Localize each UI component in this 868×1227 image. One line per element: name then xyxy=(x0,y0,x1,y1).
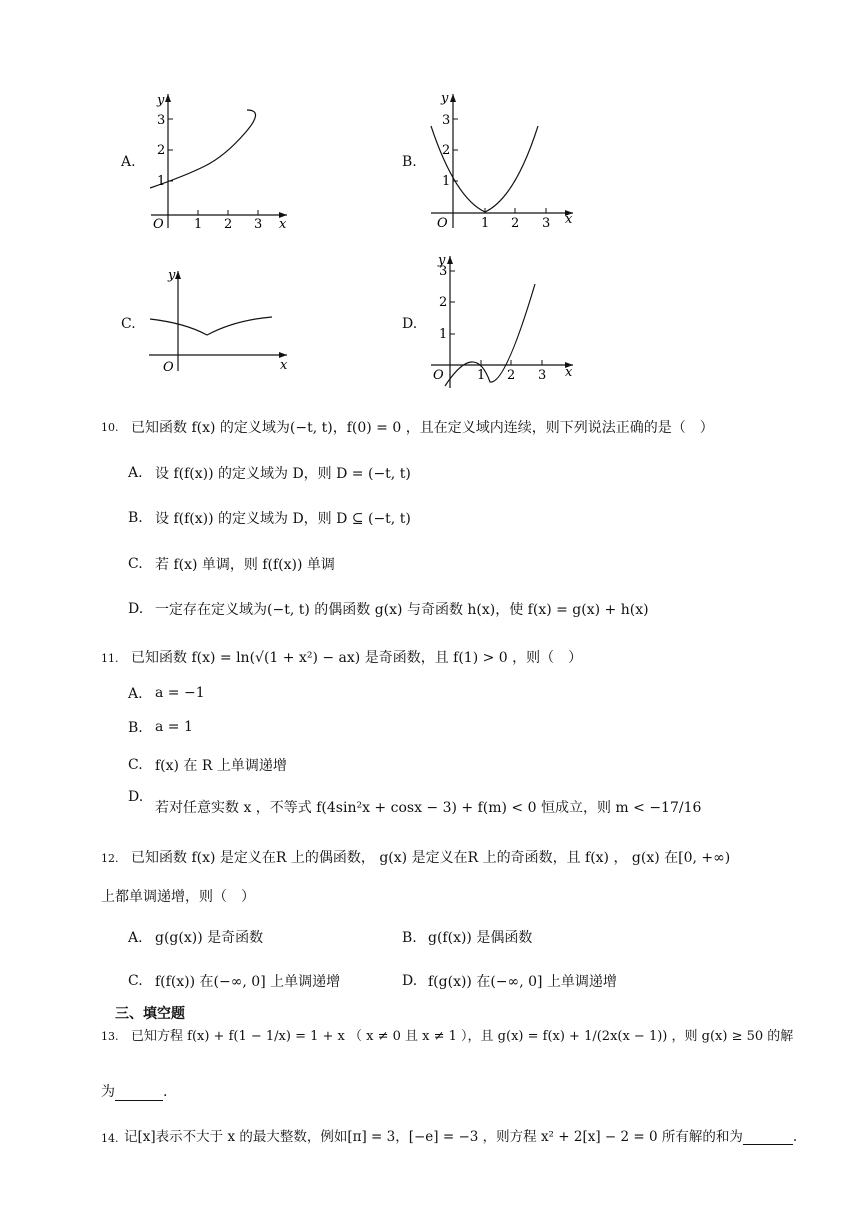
graph-a-origin: O xyxy=(153,217,164,232)
graph-b-label: B. xyxy=(402,154,417,170)
graph-a-tick-y2: 2 xyxy=(157,143,166,158)
graph-d-tick-y1: 1 xyxy=(439,327,448,342)
q11-option-d-label: D. xyxy=(128,789,144,805)
graph-d-origin: O xyxy=(433,368,444,383)
graph-c-label: C. xyxy=(121,316,136,332)
graph-b-tick-y3: 3 xyxy=(442,113,451,128)
graph-d-tick-x1: 1 xyxy=(477,368,486,383)
section-title-fill-blank: 三、填空题 xyxy=(115,1006,185,1022)
q10-option-a[interactable]: 设 f(f(x)) 的定义域为 D，则 D = (−t, t) xyxy=(155,466,411,482)
q12-option-c[interactable]: f(f(x)) 在(−∞, 0] 上单调递增 xyxy=(155,974,341,990)
q12-option-a-label: A. xyxy=(128,930,143,946)
graph-a-tick-x1: 1 xyxy=(194,217,203,232)
q12-option-b[interactable]: g(f(x)) 是偶函数 xyxy=(428,930,533,946)
q11-number: 11. xyxy=(101,652,119,665)
q12-option-a[interactable]: g(g(x)) 是奇函数 xyxy=(155,930,264,946)
q10-option-d-label: D. xyxy=(128,601,144,617)
q11-option-b-label: B. xyxy=(128,720,143,736)
graph-a xyxy=(145,88,295,233)
q12-option-d[interactable]: f(g(x)) 在(−∞, 0] 上单调递增 xyxy=(428,974,617,990)
graph-b-tick-y1: 1 xyxy=(442,174,451,189)
q11-stem: 已知函数 f(x) = ln(√(1 + x²) − ax) 是奇函数，且 f(1) > 0 ，则（ ） xyxy=(131,650,583,666)
q12-option-b-label: B. xyxy=(402,930,417,946)
graph-a-tick-y1: 1 xyxy=(157,174,166,189)
q14-row xyxy=(124,1125,797,1145)
graph-b-tick-y2: 2 xyxy=(442,143,451,158)
graph-a-axis-y: y xyxy=(157,93,165,108)
q10-option-c[interactable]: 若 f(x) 单调，则 f(f(x)) 单调 xyxy=(155,557,335,573)
q13-number: 13. xyxy=(101,1030,119,1043)
q14-answer-end: . xyxy=(792,1129,798,1145)
graph-d-axis-x: x xyxy=(565,365,573,380)
q12-stem-line1: 已知函数 f(x) 是定义在R 上的偶函数， g(x) 是定义在R 上的奇函数，且 f(x) ， g(x) 在[0, +∞) xyxy=(131,850,731,866)
graph-a-tick-x2: 2 xyxy=(224,217,233,232)
q11-option-d[interactable]: 若对任意实数 x ，不等式 f(4sin²x + cosx − 3) + f(m) < 0 恒成立，则 m < −17/16 xyxy=(155,800,702,816)
graph-b-axis-y: y xyxy=(441,91,449,106)
graph-b-tick-x1: 1 xyxy=(481,216,490,231)
q11-option-a-label: A. xyxy=(128,686,143,702)
graph-b-tick-x3: 3 xyxy=(542,216,551,231)
graph-d-tick-x3: 3 xyxy=(538,368,547,383)
graph-d-tick-y2: 2 xyxy=(439,295,448,310)
graph-b-axis-x: x xyxy=(565,212,573,227)
graph-a-tick-x3: 3 xyxy=(254,217,263,232)
q11-option-a[interactable]: a = −1 xyxy=(155,685,205,701)
graph-c-origin: O xyxy=(163,360,174,375)
graph-b-tick-x2: 2 xyxy=(511,216,520,231)
q10-option-d[interactable]: 一定存在定义域为(−t, t) 的偶函数 g(x) 与奇函数 h(x)，使 f(x) = g(x) + h(x) xyxy=(155,602,649,618)
q13-answer-prefix: 为 xyxy=(101,1084,115,1100)
graph-c xyxy=(145,265,295,375)
graph-a-label: A. xyxy=(121,154,136,170)
q10-number: 10. xyxy=(101,421,119,434)
q14-answer-blank[interactable] xyxy=(743,1130,793,1145)
q13-answer-end: . xyxy=(163,1084,168,1100)
graph-a-tick-y3: 3 xyxy=(157,113,166,128)
q12-option-d-label: D. xyxy=(402,973,418,989)
q10-option-a-label: A. xyxy=(128,465,143,481)
q13-answer-blank[interactable] xyxy=(115,1086,163,1101)
q10-option-b-label: B. xyxy=(128,510,143,526)
q14-text: 记[x]表示不大于 x 的最大整数，例如[π] = 3，[−e] = −3 ，则方程 x² + 2[x] − 2 = 0 所有解的和为 xyxy=(124,1129,743,1145)
q14-number: 14. xyxy=(101,1132,119,1145)
graph-b xyxy=(425,88,580,233)
q10-stem: 已知函数 f(x) 的定义域为(−t, t)，f(0) = 0 ，且在定义域内连续，则下列说法正确的是（ ） xyxy=(131,420,714,436)
q10-option-c-label: C. xyxy=(128,556,143,572)
q13-line1: 已知方程 f(x) + f(1 − 1/x) = 1 + x （ x ≠ 0 且 x ≠ 1 ），且 g(x) = f(x) + 1/(2x(x − 1)) ，则 g(x) ≥ 50 的解 xyxy=(131,1029,794,1044)
q13-answer-row xyxy=(101,1081,167,1101)
graph-d-tick-x2: 2 xyxy=(507,368,516,383)
graph-c-axis-y: y xyxy=(168,268,176,283)
q11-option-c[interactable]: f(x) 在 R 上单调递增 xyxy=(155,758,287,774)
q12-number: 12. xyxy=(101,852,119,865)
q10-option-b[interactable]: 设 f(f(x)) 的定义域为 D，则 D ⊆ (−t, t) xyxy=(155,511,411,527)
graph-d-tick-y3: 3 xyxy=(439,264,448,279)
graph-a-axis-x: x xyxy=(279,217,287,232)
graph-d-axis-y: y xyxy=(438,253,446,268)
q12-stem-line2: 上都单调递增，则（ ） xyxy=(101,889,255,905)
graph-b-origin: O xyxy=(437,216,448,231)
q11-option-c-label: C. xyxy=(128,757,143,773)
graph-c-axis-x: x xyxy=(280,358,288,373)
graph-d-label: D. xyxy=(402,316,418,332)
graph-d xyxy=(425,250,580,390)
q12-option-c-label: C. xyxy=(128,973,143,989)
q11-option-b[interactable]: a = 1 xyxy=(155,719,193,735)
